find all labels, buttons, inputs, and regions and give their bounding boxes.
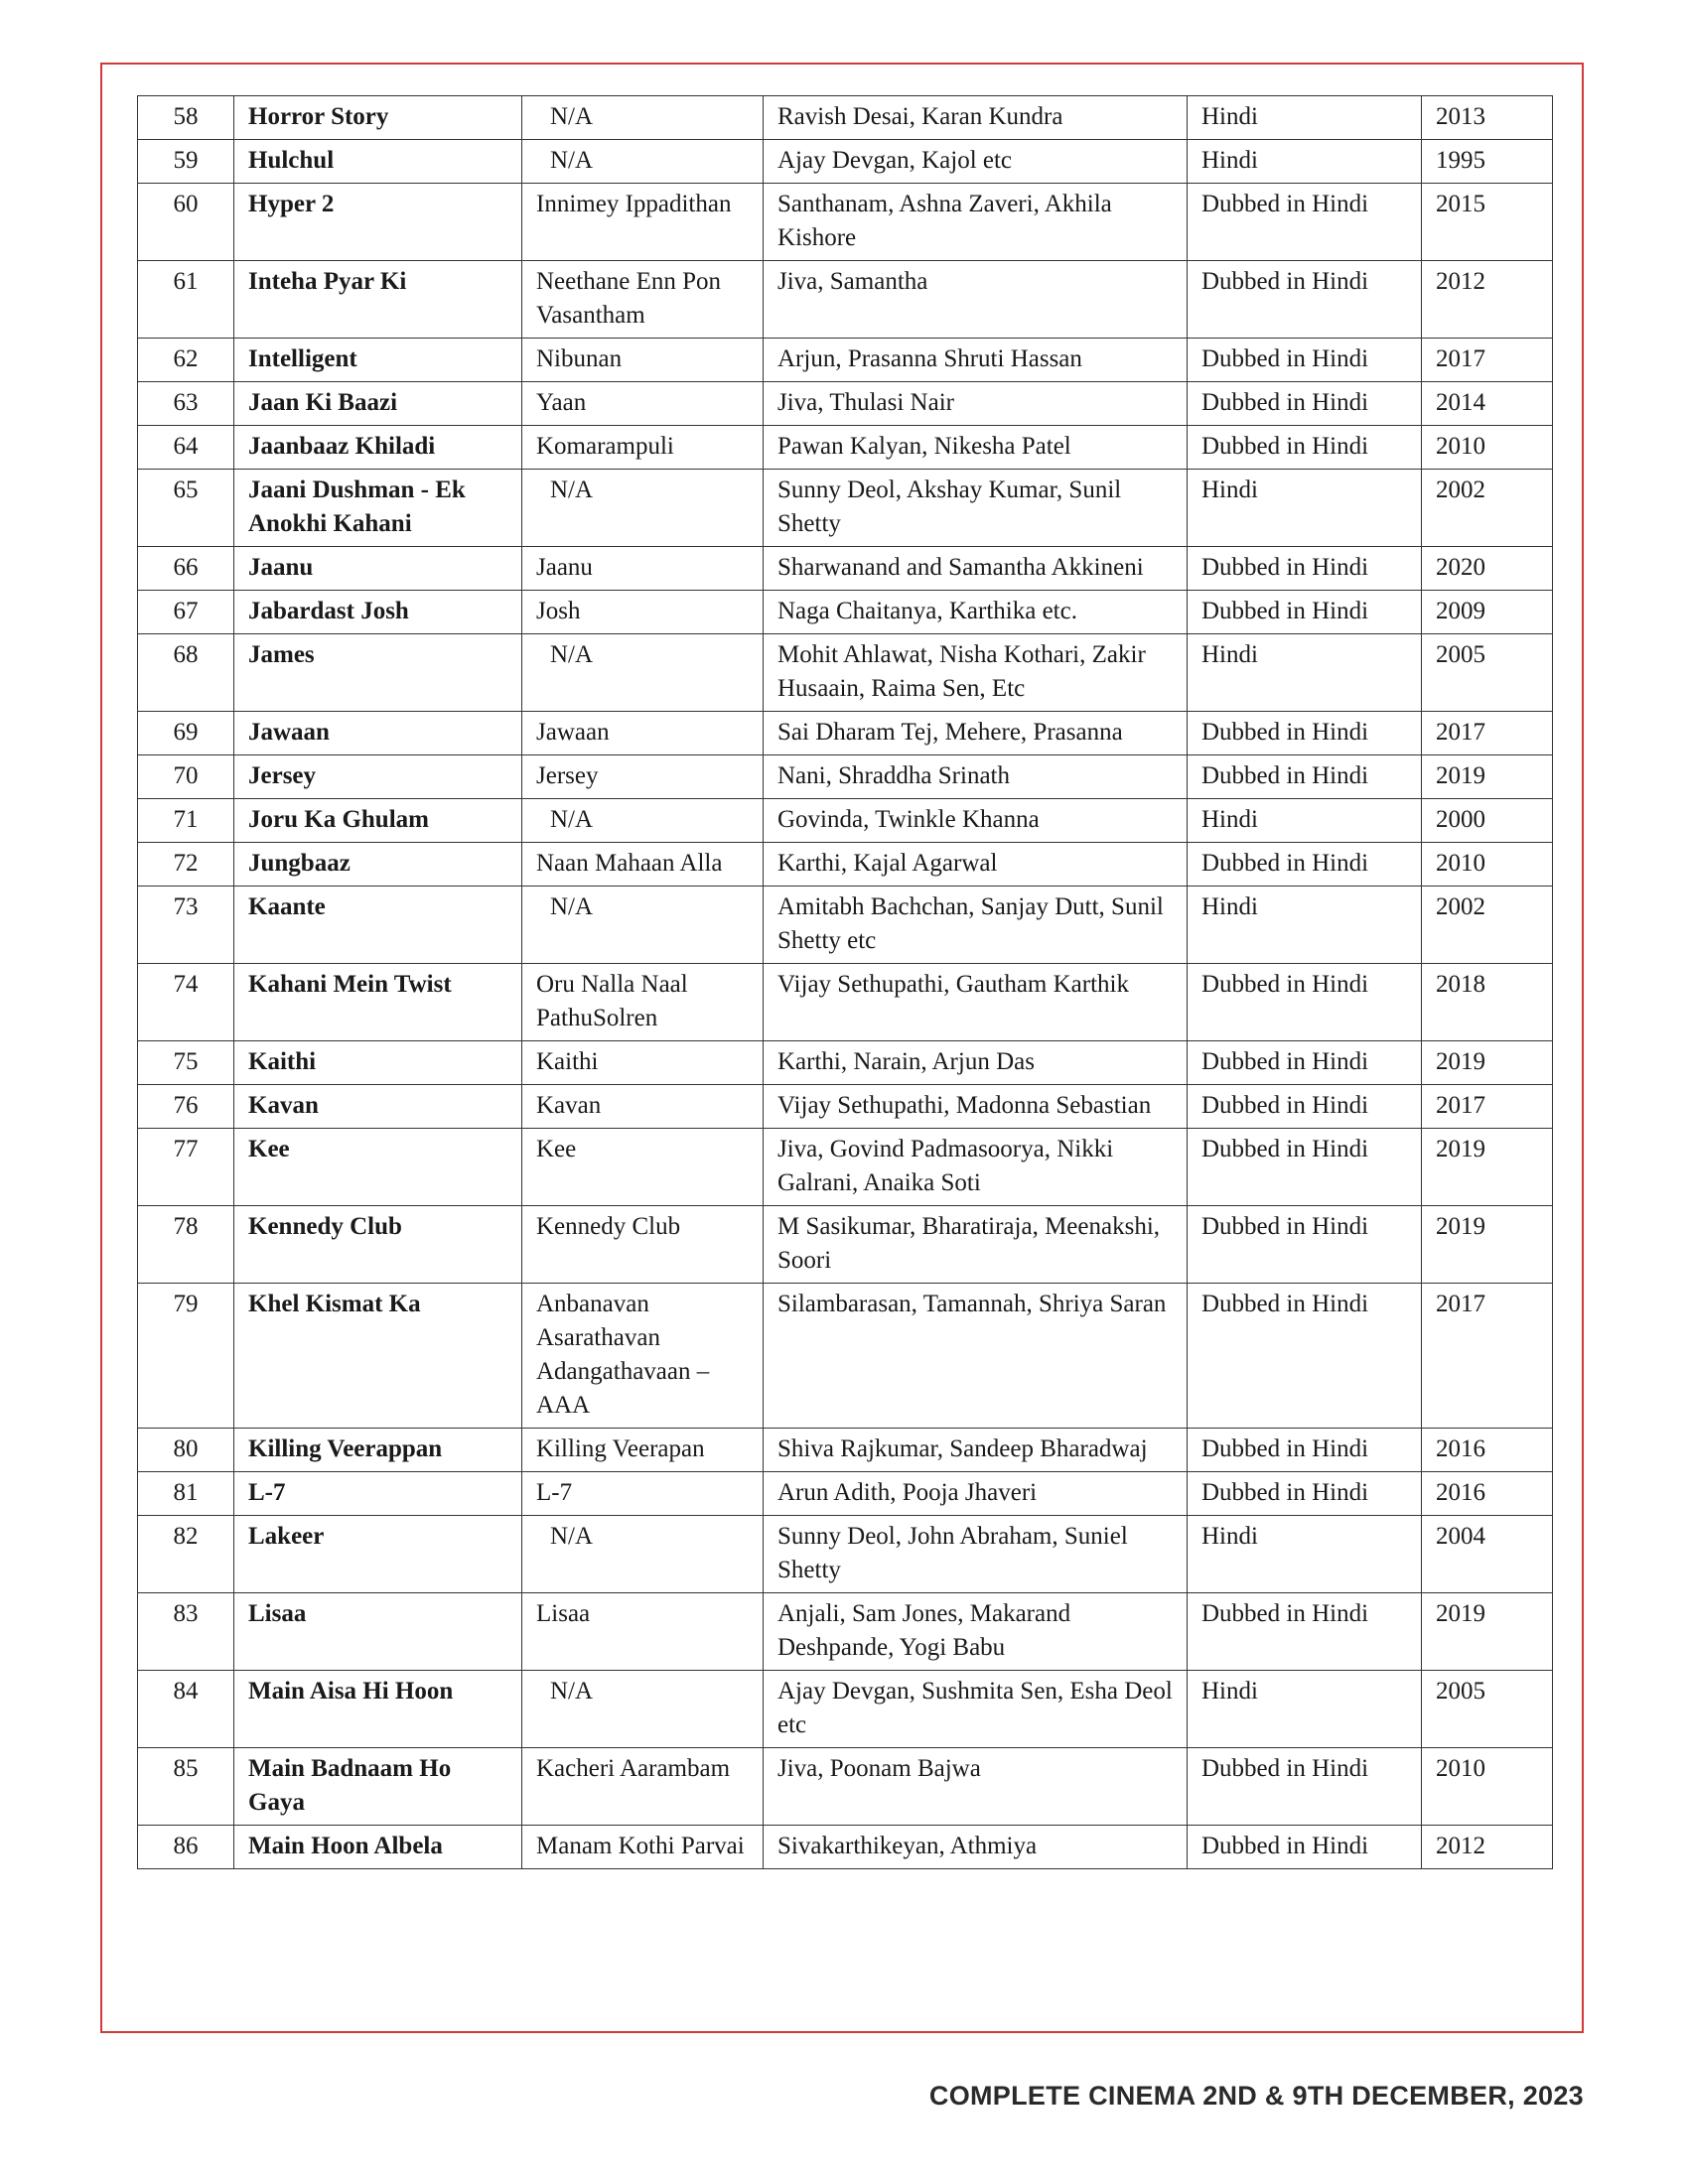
serial-number-cell: 80 [138, 1429, 234, 1472]
film-list-table [137, 95, 1553, 1869]
original-title-cell: L-7 [522, 1472, 764, 1516]
serial-number-cell: 64 [138, 426, 234, 470]
film-title-cell: Horror Story [234, 96, 522, 140]
original-title-cell: Jawaan [522, 712, 764, 755]
table-row [138, 140, 1553, 184]
original-title-cell: Jersey [522, 755, 764, 799]
original-title-cell: N/A [522, 1671, 764, 1748]
original-title-cell: Anbanavan Asarathavan Adangathavaan – AAA [522, 1284, 764, 1429]
film-title-cell: Jaan Ki Baazi [234, 382, 522, 426]
cast-cell: Jiva, Govind Padmasoorya, Nikki Galrani, Anaika Soti [764, 1129, 1188, 1206]
original-title-cell: N/A [522, 140, 764, 184]
year-cell: 2005 [1422, 634, 1553, 712]
year-cell: 2002 [1422, 470, 1553, 547]
film-title-cell: L-7 [234, 1472, 522, 1516]
serial-number-cell: 83 [138, 1593, 234, 1671]
table-row [138, 887, 1553, 964]
serial-number-cell: 75 [138, 1041, 234, 1085]
table-row [138, 1041, 1553, 1085]
year-cell: 2017 [1422, 1085, 1553, 1129]
serial-number-cell: 70 [138, 755, 234, 799]
original-title-cell: Kaithi [522, 1041, 764, 1085]
serial-number-cell: 71 [138, 799, 234, 843]
year-cell: 2013 [1422, 96, 1553, 140]
year-cell: 2012 [1422, 261, 1553, 339]
original-title-cell: Jaanu [522, 547, 764, 591]
table-row [138, 712, 1553, 755]
table-row [138, 547, 1553, 591]
year-cell: 2004 [1422, 1516, 1553, 1593]
film-title-cell: Joru Ka Ghulam [234, 799, 522, 843]
language-cell: Dubbed in Hindi [1188, 712, 1422, 755]
film-title-cell: Jawaan [234, 712, 522, 755]
original-title-cell: N/A [522, 799, 764, 843]
original-title-cell: Kavan [522, 1085, 764, 1129]
serial-number-cell: 69 [138, 712, 234, 755]
table-row [138, 470, 1553, 547]
table-row [138, 261, 1553, 339]
language-cell: Hindi [1188, 140, 1422, 184]
film-title-cell: Lakeer [234, 1516, 522, 1593]
serial-number-cell: 59 [138, 140, 234, 184]
language-cell: Dubbed in Hindi [1188, 591, 1422, 634]
year-cell: 2005 [1422, 1671, 1553, 1748]
language-cell: Dubbed in Hindi [1188, 261, 1422, 339]
language-cell: Dubbed in Hindi [1188, 1284, 1422, 1429]
film-title-cell: Main Hoon Albela [234, 1826, 522, 1869]
serial-number-cell: 62 [138, 339, 234, 382]
language-cell: Dubbed in Hindi [1188, 1206, 1422, 1284]
year-cell: 2002 [1422, 887, 1553, 964]
cast-cell: Ajay Devgan, Sushmita Sen, Esha Deol etc [764, 1671, 1188, 1748]
table-row [138, 1429, 1553, 1472]
cast-cell: Ravish Desai, Karan Kundra [764, 96, 1188, 140]
language-cell: Dubbed in Hindi [1188, 843, 1422, 887]
film-title-cell: Jaanbaaz Khiladi [234, 426, 522, 470]
film-title-cell: Khel Kismat Ka [234, 1284, 522, 1429]
table-row [138, 591, 1553, 634]
cast-cell: Sunny Deol, Akshay Kumar, Sunil Shetty [764, 470, 1188, 547]
original-title-cell: Neethane Enn Pon Vasantham [522, 261, 764, 339]
table-row [138, 1516, 1553, 1593]
cast-cell: Karthi, Kajal Agarwal [764, 843, 1188, 887]
language-cell: Dubbed in Hindi [1188, 1593, 1422, 1671]
year-cell: 2016 [1422, 1472, 1553, 1516]
original-title-cell: N/A [522, 887, 764, 964]
cast-cell: Arjun, Prasanna Shruti Hassan [764, 339, 1188, 382]
serial-number-cell: 60 [138, 184, 234, 261]
serial-number-cell: 85 [138, 1748, 234, 1826]
original-title-cell: Lisaa [522, 1593, 764, 1671]
cast-cell: Sunny Deol, John Abraham, Suniel Shetty [764, 1516, 1188, 1593]
cast-cell: Santhanam, Ashna Zaveri, Akhila Kishore [764, 184, 1188, 261]
year-cell: 2010 [1422, 843, 1553, 887]
cast-cell: Karthi, Narain, Arjun Das [764, 1041, 1188, 1085]
language-cell: Dubbed in Hindi [1188, 382, 1422, 426]
film-title-cell: Kahani Mein Twist [234, 964, 522, 1041]
film-title-cell: Lisaa [234, 1593, 522, 1671]
table-row [138, 634, 1553, 712]
language-cell: Dubbed in Hindi [1188, 1472, 1422, 1516]
table-row [138, 843, 1553, 887]
serial-number-cell: 65 [138, 470, 234, 547]
film-title-cell: Hulchul [234, 140, 522, 184]
table-row [138, 1085, 1553, 1129]
language-cell: Dubbed in Hindi [1188, 964, 1422, 1041]
film-title-cell: Main Aisa Hi Hoon [234, 1671, 522, 1748]
film-title-cell: Jabardast Josh [234, 591, 522, 634]
serial-number-cell: 63 [138, 382, 234, 426]
language-cell: Dubbed in Hindi [1188, 755, 1422, 799]
serial-number-cell: 72 [138, 843, 234, 887]
serial-number-cell: 76 [138, 1085, 234, 1129]
table-row [138, 1671, 1553, 1748]
film-list-body [138, 96, 1553, 1869]
table-row [138, 1826, 1553, 1869]
film-title-cell: Intelligent [234, 339, 522, 382]
serial-number-cell: 86 [138, 1826, 234, 1869]
language-cell: Dubbed in Hindi [1188, 426, 1422, 470]
cast-cell: Jiva, Samantha [764, 261, 1188, 339]
serial-number-cell: 77 [138, 1129, 234, 1206]
film-title-cell: Hyper 2 [234, 184, 522, 261]
cast-cell: Govinda, Twinkle Khanna [764, 799, 1188, 843]
table-row [138, 1748, 1553, 1826]
language-cell: Dubbed in Hindi [1188, 1041, 1422, 1085]
cast-cell: M Sasikumar, Bharatiraja, Meenakshi, Soori [764, 1206, 1188, 1284]
original-title-cell: N/A [522, 1516, 764, 1593]
year-cell: 2010 [1422, 426, 1553, 470]
year-cell: 2012 [1422, 1826, 1553, 1869]
cast-cell: Nani, Shraddha Srinath [764, 755, 1188, 799]
year-cell: 2009 [1422, 591, 1553, 634]
year-cell: 2015 [1422, 184, 1553, 261]
serial-number-cell: 81 [138, 1472, 234, 1516]
serial-number-cell: 66 [138, 547, 234, 591]
language-cell: Dubbed in Hindi [1188, 1748, 1422, 1826]
original-title-cell: Yaan [522, 382, 764, 426]
year-cell: 2000 [1422, 799, 1553, 843]
film-title-cell: Jaanu [234, 547, 522, 591]
language-cell: Dubbed in Hindi [1188, 184, 1422, 261]
year-cell: 2018 [1422, 964, 1553, 1041]
language-cell: Hindi [1188, 634, 1422, 712]
language-cell: Hindi [1188, 1516, 1422, 1593]
original-title-cell: Nibunan [522, 339, 764, 382]
cast-cell: Pawan Kalyan, Nikesha Patel [764, 426, 1188, 470]
language-cell: Dubbed in Hindi [1188, 547, 1422, 591]
year-cell: 2010 [1422, 1748, 1553, 1826]
serial-number-cell: 67 [138, 591, 234, 634]
cast-cell: Ajay Devgan, Kajol etc [764, 140, 1188, 184]
language-cell: Dubbed in Hindi [1188, 1129, 1422, 1206]
original-title-cell: Kennedy Club [522, 1206, 764, 1284]
serial-number-cell: 74 [138, 964, 234, 1041]
cast-cell: Vijay Sethupathi, Gautham Karthik [764, 964, 1188, 1041]
cast-cell: Sharwanand and Samantha Akkineni [764, 547, 1188, 591]
original-title-cell: Innimey Ippadithan [522, 184, 764, 261]
year-cell: 2014 [1422, 382, 1553, 426]
year-cell: 2019 [1422, 1206, 1553, 1284]
cast-cell: Mohit Ahlawat, Nisha Kothari, Zakir Husaain, Raima Sen, Etc [764, 634, 1188, 712]
table-row [138, 382, 1553, 426]
original-title-cell: N/A [522, 96, 764, 140]
film-title-cell: Kaithi [234, 1041, 522, 1085]
language-cell: Hindi [1188, 1671, 1422, 1748]
table-row [138, 1129, 1553, 1206]
film-title-cell: Inteha Pyar Ki [234, 261, 522, 339]
original-title-cell: Kee [522, 1129, 764, 1206]
table-row [138, 755, 1553, 799]
table-row [138, 1472, 1553, 1516]
film-title-cell: Kavan [234, 1085, 522, 1129]
cast-cell: Sivakarthikeyan, Athmiya [764, 1826, 1188, 1869]
language-cell: Hindi [1188, 887, 1422, 964]
cast-cell: Jiva, Poonam Bajwa [764, 1748, 1188, 1826]
table-row [138, 184, 1553, 261]
language-cell: Hindi [1188, 96, 1422, 140]
page-footer: COMPLETE CINEMA 2ND & 9TH DECEMBER, 2023 [928, 2081, 1584, 2111]
year-cell: 2016 [1422, 1429, 1553, 1472]
year-cell: 2017 [1422, 1284, 1553, 1429]
language-cell: Dubbed in Hindi [1188, 1085, 1422, 1129]
language-cell: Dubbed in Hindi [1188, 339, 1422, 382]
serial-number-cell: 68 [138, 634, 234, 712]
serial-number-cell: 61 [138, 261, 234, 339]
film-title-cell: Jaani Dushman - Ek Anokhi Kahani [234, 470, 522, 547]
table-row [138, 339, 1553, 382]
cast-cell: Shiva Rajkumar, Sandeep Bharadwaj [764, 1429, 1188, 1472]
film-title-cell: Jungbaaz [234, 843, 522, 887]
original-title-cell: Killing Veerapan [522, 1429, 764, 1472]
table-row [138, 426, 1553, 470]
serial-number-cell: 79 [138, 1284, 234, 1429]
original-title-cell: Manam Kothi Parvai [522, 1826, 764, 1869]
table-row [138, 964, 1553, 1041]
film-title-cell: Jersey [234, 755, 522, 799]
table-row [138, 799, 1553, 843]
year-cell: 2019 [1422, 1041, 1553, 1085]
cast-cell: Arun Adith, Pooja Jhaveri [764, 1472, 1188, 1516]
language-cell: Hindi [1188, 799, 1422, 843]
film-title-cell: Kaante [234, 887, 522, 964]
film-title-cell: Main Badnaam Ho Gaya [234, 1748, 522, 1826]
cast-cell: Naga Chaitanya, Karthika etc. [764, 591, 1188, 634]
original-title-cell: Naan Mahaan Alla [522, 843, 764, 887]
year-cell: 2019 [1422, 1593, 1553, 1671]
serial-number-cell: 82 [138, 1516, 234, 1593]
film-title-cell: Kee [234, 1129, 522, 1206]
film-title-cell: Kennedy Club [234, 1206, 522, 1284]
language-cell: Dubbed in Hindi [1188, 1826, 1422, 1869]
cast-cell: Amitabh Bachchan, Sanjay Dutt, Sunil Shetty etc [764, 887, 1188, 964]
serial-number-cell: 73 [138, 887, 234, 964]
language-cell: Hindi [1188, 470, 1422, 547]
cast-cell: Anjali, Sam Jones, Makarand Deshpande, Yogi Babu [764, 1593, 1188, 1671]
serial-number-cell: 84 [138, 1671, 234, 1748]
cast-cell: Sai Dharam Tej, Mehere, Prasanna [764, 712, 1188, 755]
original-title-cell: N/A [522, 470, 764, 547]
original-title-cell: Kacheri Aarambam [522, 1748, 764, 1826]
original-title-cell: Josh [522, 591, 764, 634]
language-cell: Dubbed in Hindi [1188, 1429, 1422, 1472]
film-title-cell: Killing Veerappan [234, 1429, 522, 1472]
serial-number-cell: 58 [138, 96, 234, 140]
original-title-cell: N/A [522, 634, 764, 712]
table-row [138, 1284, 1553, 1429]
original-title-cell: Oru Nalla Naal PathuSolren [522, 964, 764, 1041]
year-cell: 2020 [1422, 547, 1553, 591]
table-row [138, 96, 1553, 140]
year-cell: 2019 [1422, 1129, 1553, 1206]
year-cell: 2019 [1422, 755, 1553, 799]
table-row [138, 1593, 1553, 1671]
original-title-cell: Komarampuli [522, 426, 764, 470]
year-cell: 2017 [1422, 339, 1553, 382]
cast-cell: Vijay Sethupathi, Madonna Sebastian [764, 1085, 1188, 1129]
table-row [138, 1206, 1553, 1284]
cast-cell: Jiva, Thulasi Nair [764, 382, 1188, 426]
cast-cell: Silambarasan, Tamannah, Shriya Saran [764, 1284, 1188, 1429]
year-cell: 1995 [1422, 140, 1553, 184]
film-title-cell: James [234, 634, 522, 712]
serial-number-cell: 78 [138, 1206, 234, 1284]
year-cell: 2017 [1422, 712, 1553, 755]
